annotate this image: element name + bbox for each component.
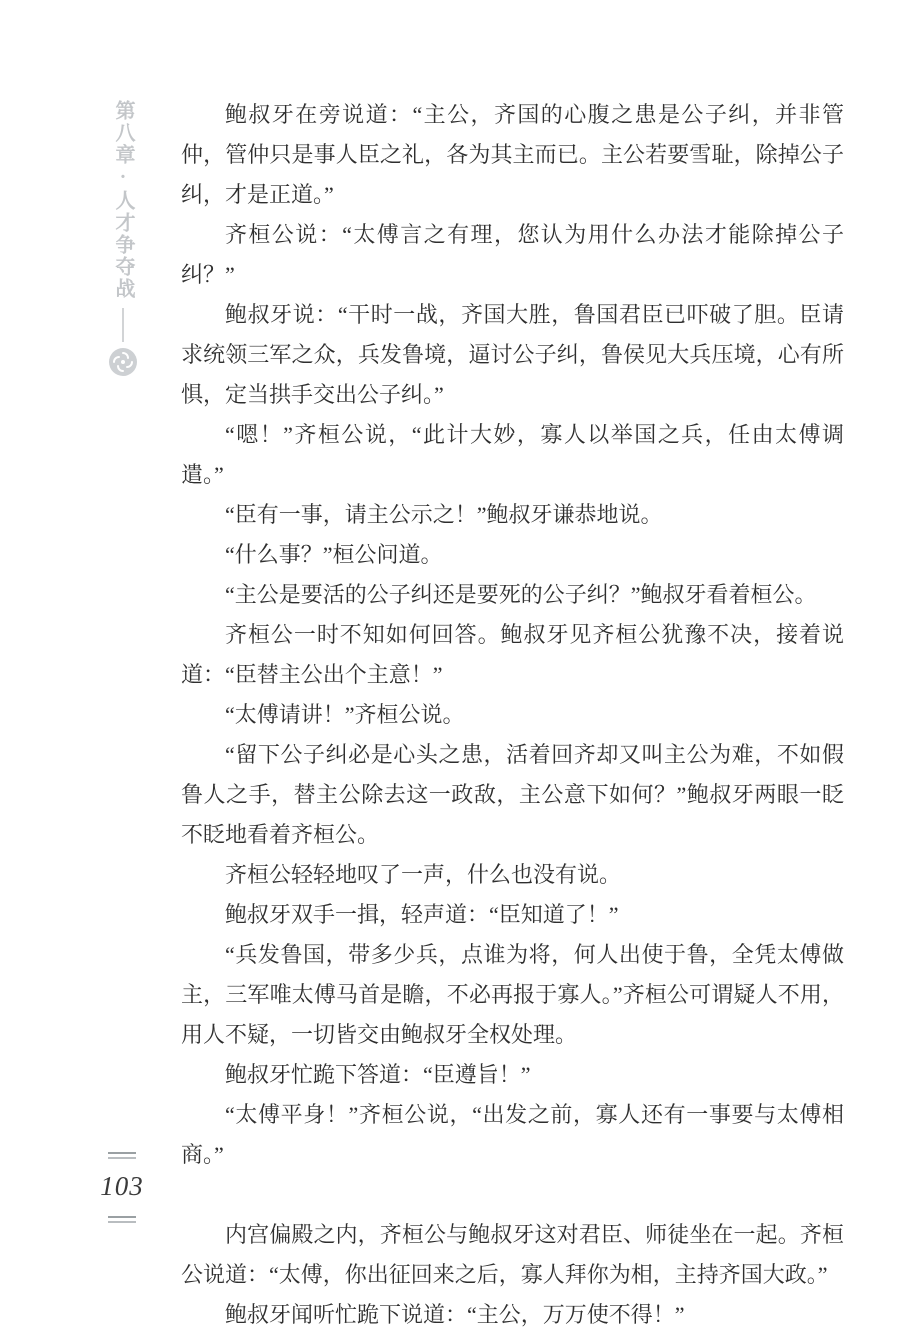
sidebar-rule — [122, 308, 124, 342]
paragraph: “嗯！”齐桓公说，“此计大妙，寡人以举国之兵，任由太傅调遣。” — [181, 422, 844, 487]
medallion-icon — [108, 347, 138, 377]
chapter-title-vertical: 第八章·人才争夺战 — [112, 100, 134, 300]
paragraph: “臣有一事，请主公示之！”鲍叔牙谦恭地说。 — [225, 502, 663, 527]
folio-rule-top — [108, 1152, 136, 1159]
paragraph: 齐桓公轻轻地叹了一声，什么也没有说。 — [225, 862, 622, 887]
chapter-sidebar — [104, 100, 142, 377]
paragraph: “太傅平身！”齐桓公说，“出发之前，寡人还有一事要与太傅相商。” — [181, 1102, 844, 1167]
page-folio — [98, 1152, 146, 1223]
page-number: 103 — [100, 1171, 144, 1201]
paragraph: “留下公子纠必是心头之患，活着回齐却又叫主公为难，不如假鲁人之手，替主公除去这一政敌，主公意下如何？”鲍叔牙两眼一眨不眨地看着齐桓公。 — [181, 742, 844, 847]
paragraph: 鲍叔牙说：“干时一战，齐国大胜，鲁国君臣已吓破了胆。臣请求统领三军之众，兵发鲁境，逼讨公子纠，鲁侯见大兵压境，心有所惧，定当拱手交出公子纠。” — [181, 302, 844, 407]
paragraph: “太傅请讲！”齐桓公说。 — [225, 702, 465, 727]
paragraph: “主公是要活的公子纠还是要死的公子纠？”鲍叔牙看着桓公。 — [225, 582, 817, 607]
paragraph: 齐桓公说：“太傅言之有理，您认为用什么办法才能除掉公子纠？” — [181, 222, 844, 287]
paragraph: 齐桓公一时不知如何回答。鲍叔牙见齐桓公犹豫不决，接着说道：“臣替主公出个主意！” — [181, 622, 844, 687]
paragraph: “什么事？”桓公问道。 — [225, 542, 443, 567]
paragraph: 鲍叔牙双手一揖，轻声道：“臣知道了！” — [225, 902, 619, 927]
paragraph: 鲍叔牙闻听忙跪下说道：“主公，万万使不得！” — [225, 1302, 685, 1327]
paragraph: “兵发鲁国，带多少兵，点谁为将，何人出使于鲁，全凭太傅做主，三军唯太傅马首是瞻，不必再报于寡人。”齐桓公可谓疑人不用，用人不疑，一切皆交由鲍叔牙全权处理。 — [181, 942, 844, 1047]
paragraph: 鲍叔牙忙跪下答道：“臣遵旨！” — [225, 1062, 531, 1087]
page-content — [181, 95, 844, 1335]
folio-rule-bottom — [108, 1216, 136, 1223]
paragraph: 鲍叔牙在旁说道：“主公，齐国的心腹之患是公子纠，并非管仲，管仲只是事人臣之礼，各为其主而已。主公若要雪耻，除掉公子纠，才是正道。” — [181, 102, 844, 207]
paragraph-section-start: 内宫偏殿之内，齐桓公与鲍叔牙这对君臣、师徒坐在一起。齐桓公说道：“太傅，你出征回来之后，寡人拜你为相，主持齐国大政。” — [181, 1222, 844, 1287]
